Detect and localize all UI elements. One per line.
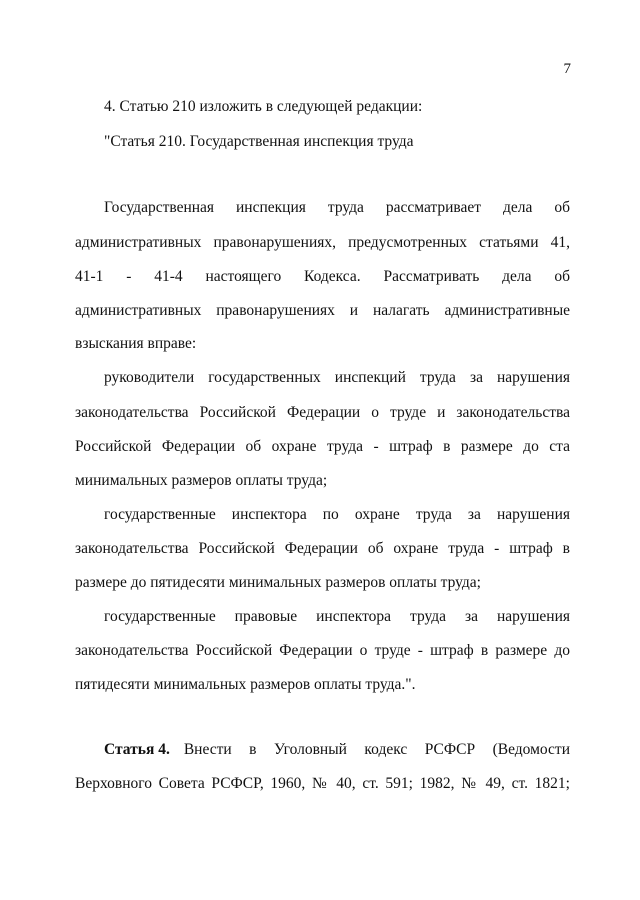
article-4-first-line [104,740,570,760]
article-4-label: Статья 4. [104,741,170,758]
paragraph-line: государственные инспектора по охране труда за нарушения [104,506,570,523]
paragraph-line: административных правонарушениях, предусмотренных статьями 41, [75,234,570,251]
article-4-line-text: Внести в Уголовный кодекс РСФСР (Ведомости [183,741,570,758]
paragraph-line: Верховного Совета РСФСР, 1960, № 40, ст. 591; 1982, № 49, ст. 1821; [75,775,570,792]
paragraph-line: Российской Федерации об охране труда - штраф в размере до ста [75,438,570,455]
paragraph-line: пятидесяти минимальных размеров оплаты труда.". [75,676,416,693]
paragraph-line: взыскания вправе: [75,335,197,352]
paragraph-line: минимальных размеров оплаты труда; [75,472,328,489]
paragraph-line: законодательства Российской Федерации о труде - штраф в размере до [75,642,570,659]
article-210-title: "Статья 210. Государственная инспекция труда [104,133,414,150]
paragraph-line: административных правонарушениях и налагать административные [75,302,570,319]
amendment-item-heading: 4. Статью 210 изложить в следующей редакции: [104,98,423,115]
paragraph-line: Государственная инспекция труда рассматривает дела об [104,199,570,216]
paragraph-line: руководители государственных инспекций труда за нарушения [104,369,570,386]
paragraph-line: законодательства Российской Федерации об охране труда - штраф в [75,540,570,557]
paragraph-line: 41-1 - 41-4 настоящего Кодекса. Рассматривать дела об [75,268,570,285]
paragraph-line: размере до пятидесяти минимальных размеров оплаты труда; [75,574,481,591]
paragraph-line: государственные правовые инспектора труда за нарушения [104,608,570,625]
page-number: 7 [563,61,571,77]
paragraph-line: законодательства Российской Федерации о труде и законодательства [75,404,570,421]
